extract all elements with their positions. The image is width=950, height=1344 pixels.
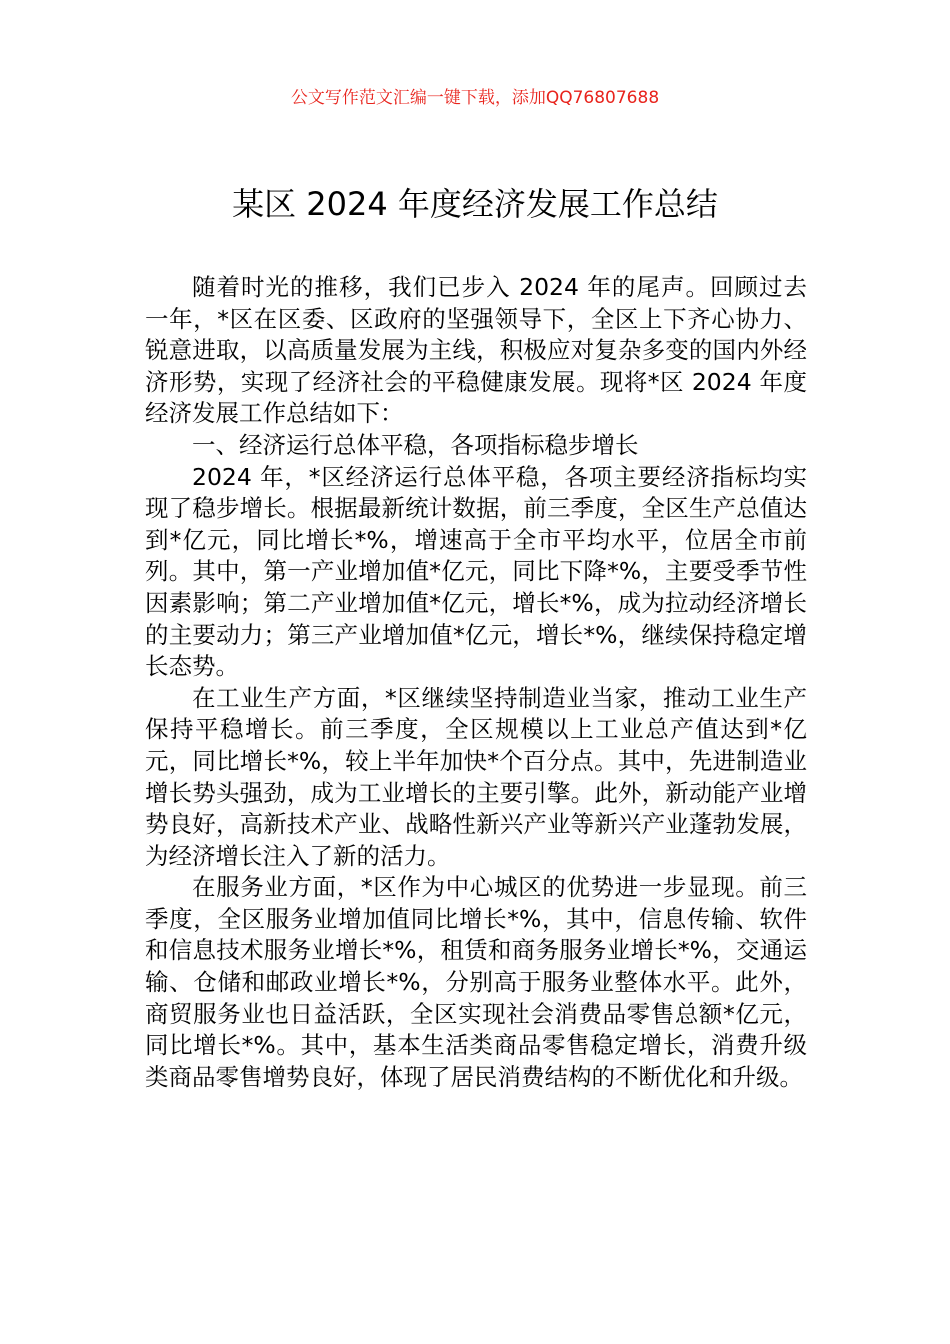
document-body xyxy=(145,272,807,1093)
document-title: 某区 2024 年度经济发展工作总结 xyxy=(232,185,718,223)
paragraph-intro: 随着时光的推移，我们已步入 2024 年的尾声。回顾过去一年，*区在区委、区政府的坚强领导下，全区上下齐心协力、锐意进取，以高质量发展为主线，积极应对复杂多变的国内外经济形势，实现了经济社会的平稳健康发展。现将*区 2024 年度经济发展工作总结如下： xyxy=(145,273,807,428)
section-heading: 一、经济运行总体平稳，各项指标稳步增长 xyxy=(192,430,639,459)
paragraph-services: 在服务业方面，*区作为中心城区的优势进一步显现。前三季度，全区服务业增加值同比增长*%，其中，信息传输、软件和信息技术服务业增长*%，租赁和商务服务业增长*%，交通运输、仓储和邮政业增长*%，分别高于服务业整体水平。此外，商贸服务业也日益活跃，全区实现社会消费品零售总额*亿元，同比增长*%。其中，基本生活类商品零售稳定增长，消费升级类商品零售增势良好，体现了居民消费结构的不断优化和升级。 xyxy=(145,873,807,1091)
paragraph-industry: 在工业生产方面，*区继续坚持制造业当家，推动工业生产保持平稳增长。前三季度，全区规模以上工业总产值达到*亿元，同比增长*%，较上半年加快*个百分点。其中，先进制造业增长势头强劲，成为工业增长的主要引擎。此外，新动能产业增势良好，高新技术产业、战略性新兴产业等新兴产业蓬勃发展，为经济增长注入了新的活力。 xyxy=(145,683,807,870)
paragraph-overview: 2024 年，*区经济运行总体平稳，各项主要经济指标均实现了稳步增长。根据最新统计数据，前三季度，全区生产总值达到*亿元，同比增长*%，增速高于全市平均水平，位居全市前列。其中，第一产业增加值*亿元，同比下降*%，主要受季节性因素影响；第二产业增加值*亿元，增长*%，成为拉动经济增长的主要动力；第三产业增加值*亿元，增长*%，继续保持稳定增长态势。 xyxy=(145,462,807,681)
header-note: 公文写作范文汇编一键下载，添加QQ76807688 xyxy=(290,88,660,108)
